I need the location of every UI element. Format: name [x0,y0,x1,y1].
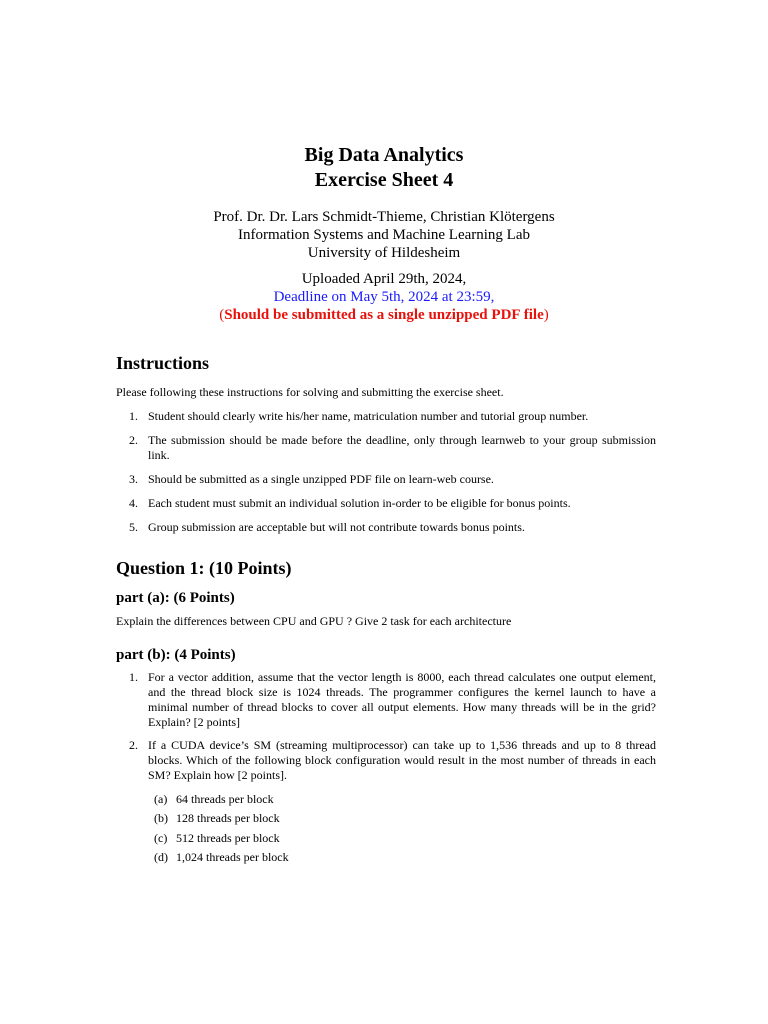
instruction-number: 4. [129,496,138,510]
instruction-number: 3. [129,472,138,486]
option-item [116,792,656,807]
instructions-list [116,472,656,487]
submission-note-line [0,306,768,324]
part-b-list [116,670,656,730]
author-block [0,208,768,262]
part-b-item [116,670,656,730]
options-list [116,811,656,826]
title-line-1: Big Data Analytics [304,144,464,166]
instructions-list [116,433,656,463]
part-a-body [116,614,656,629]
option-text: 64 threads per block [176,792,274,806]
option-item [116,811,656,826]
instruction-item [116,520,656,535]
options-list [116,831,656,846]
part-b-section [116,646,656,664]
instruction-item [116,433,656,463]
option-label: (d) [154,850,168,864]
instruction-item [116,496,656,511]
option-item [116,850,656,865]
part-b-list [116,738,656,783]
options-list [116,850,656,865]
question-1-heading: Question 1: (10 Points) [116,558,292,578]
question-1-section [116,557,656,579]
instruction-number: 1. [129,409,138,423]
part-b-item-text: For a vector addition, assume that the vector length is 8000, each thread calculates one output element, and the thread block size is 1024 threads. The programmer configures the kernel launch to have a minimal number of thread blocks to cover all output elements. How many threads will be in the grid? Explain? [2 points] [148,670,656,729]
lab-line: Information Systems and Machine Learning Lab [237,227,530,243]
part-a-text: Explain the differences between CPU and GPU ? Give 2 task for each architecture [116,614,512,628]
instructions-list [116,409,656,424]
part-b-item-text: If a CUDA device’s SM (streaming multiprocessor) can take up to 1,536 threads and up to 8 thread blocks. Which of the following block configuration would result in the most number of threads in each SM? Explain how [2 points]. [148,738,656,782]
deadline-line: Deadline on May 5th, 2024 at 23:59, [273,289,495,305]
instruction-text: The submission should be made before the deadline, only through learnweb to your group submission link. [148,433,656,462]
option-label: (b) [154,811,168,825]
part-b-item-number: 1. [129,670,138,684]
date-block [0,270,768,324]
instructions-section [116,352,656,374]
instruction-item [116,409,656,424]
instruction-text: Each student must submit an individual solution in-order to be eligible for bonus points. [148,496,571,510]
options-list [116,792,656,807]
option-label: (a) [154,792,168,806]
instruction-text: Group submission are acceptable but will not contribute towards bonus points. [148,520,525,534]
instruction-number: 2. [129,433,138,447]
instruction-text: Should be submitted as a single unzipped PDF file on learn-web course. [148,472,494,486]
document-title [0,143,768,193]
instruction-number: 5. [129,520,138,534]
part-b-heading: part (b): (4 Points) [116,647,236,663]
submission-note: Should be submitted as a single unzipped PDF file [224,307,544,323]
instruction-item [116,472,656,487]
instruction-text: Student should clearly write his/her name, matriculation number and tutorial group number. [148,409,589,423]
instructions-list [116,520,656,535]
option-text: 512 threads per block [176,831,280,845]
part-b-item [116,738,656,783]
instructions-list [116,496,656,511]
instructions-heading: Instructions [116,353,210,373]
uploaded-line: Uploaded April 29th, 2024, [301,271,467,287]
instructions-intro-block [116,385,656,400]
option-text: 128 threads per block [176,811,280,825]
option-text: 1,024 threads per block [176,850,289,864]
option-label: (c) [154,831,168,845]
submission-paren-close: ) [543,307,549,323]
instructions-intro: Please following these instructions for solving and submitting the exercise sheet. [116,385,504,399]
title-line-2: Exercise Sheet 4 [314,169,454,191]
part-a-section [116,589,656,607]
option-item [116,831,656,846]
part-a-heading: part (a): (6 Points) [116,590,235,606]
submission-paren-open: ( [219,307,225,323]
university-line: University of Hildesheim [307,245,461,261]
part-b-item-number: 2. [129,738,138,752]
authors-line: Prof. Dr. Dr. Lars Schmidt-Thieme, Christian Klötergens [213,209,555,225]
